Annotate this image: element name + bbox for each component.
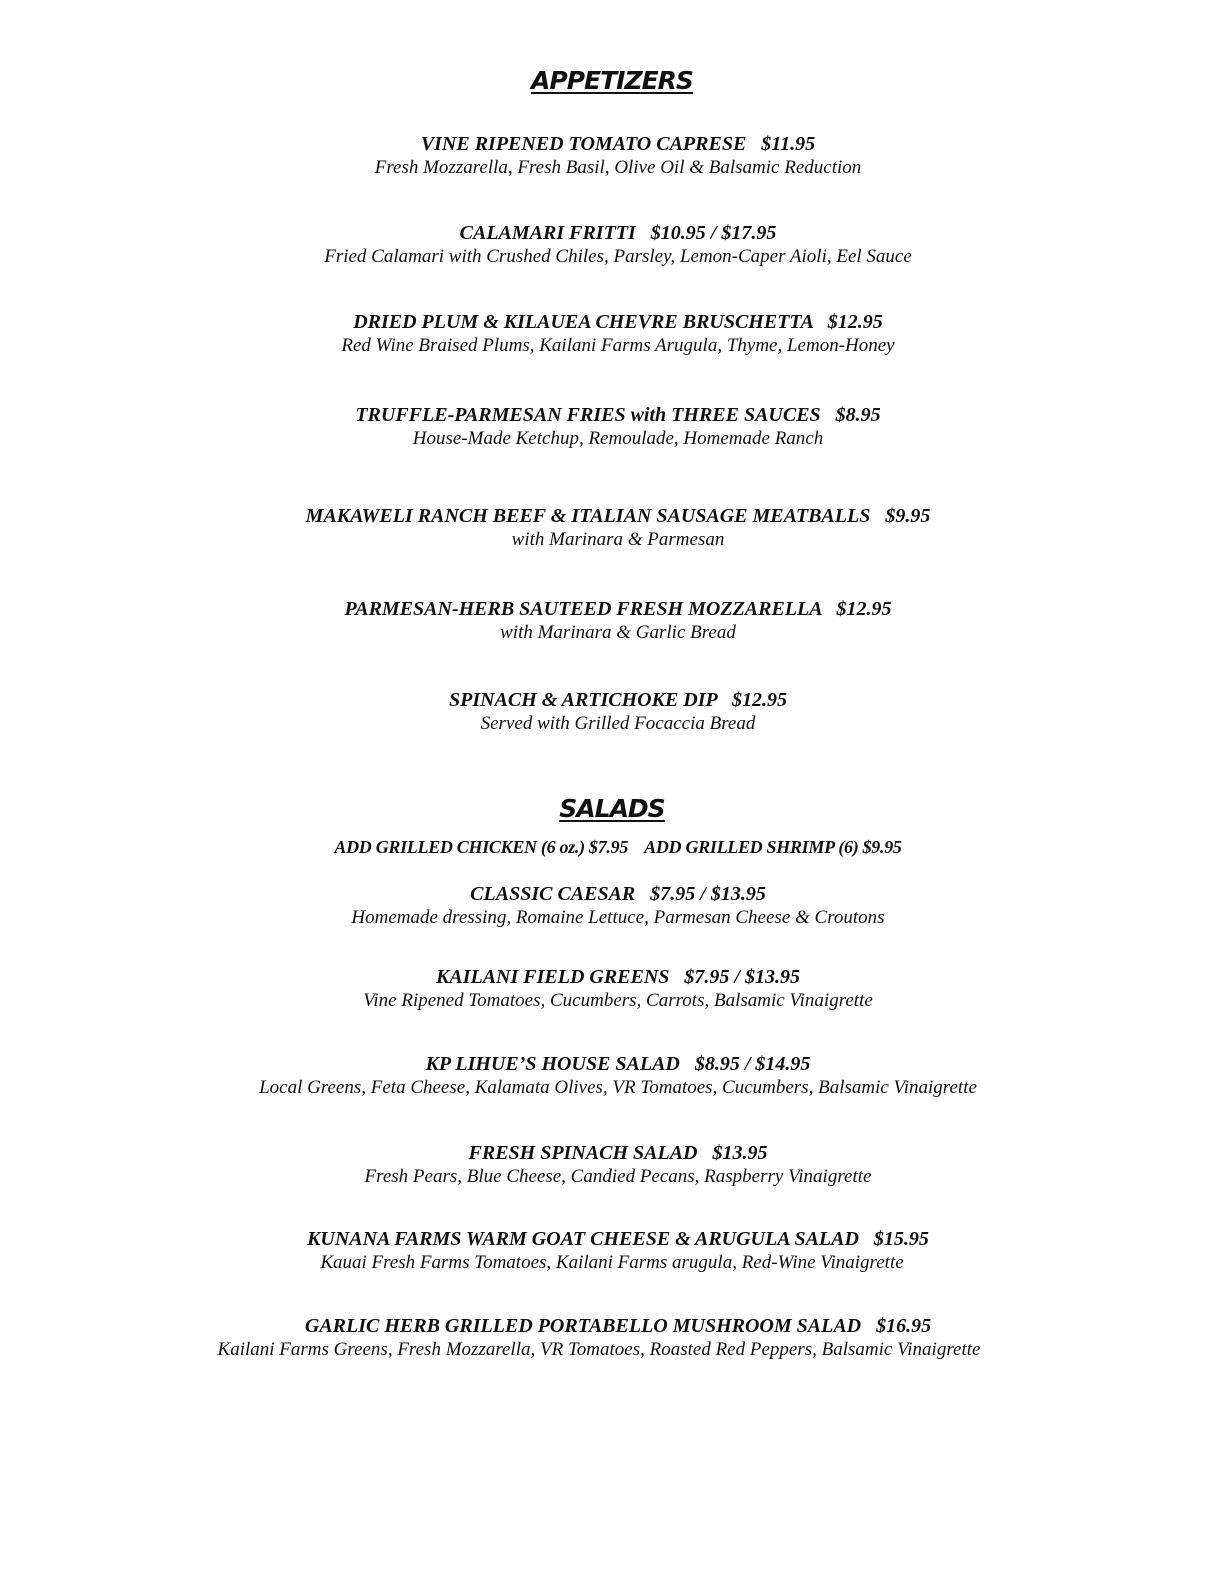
item-name: KUNANA FARMS WARM GOAT CHEESE & ARUGULA SALAD $15.95 bbox=[307, 1228, 929, 1250]
item-name: GARLIC HERB GRILLED PORTABELLO MUSHROOM SALAD $16.95 bbox=[304, 1315, 932, 1337]
appetizers-heading: APPETIZERS bbox=[531, 66, 693, 95]
item-name: DRIED PLUM & KILAUEA CHEVRE BRUSCHETTA $12.95 bbox=[353, 311, 883, 333]
item-description: Fried Calamari with Crushed Chiles, Parsley, Lemon-Caper Aioli, Eel Sauce bbox=[324, 246, 912, 267]
item-name: SPINACH & ARTICHOKE DIP $12.95 bbox=[448, 689, 788, 711]
item-name: MAKAWELI RANCH BEEF & ITALIAN SAUSAGE MEATBALLS $9.95 bbox=[305, 505, 931, 527]
menu-item bbox=[6, 965, 1224, 1013]
menu-item bbox=[6, 403, 1224, 451]
item-description: Fresh Pears, Blue Cheese, Candied Pecans, Raspberry Vinaigrette bbox=[364, 1166, 872, 1187]
item-name: KAILANI FIELD GREENS $7.95 / $13.95 bbox=[436, 966, 800, 988]
item-description: Kailani Farms Greens, Fresh Mozzarella, VR Tomatoes, Roasted Red Peppers, Balsamic Vinaigrette bbox=[217, 1339, 981, 1360]
item-description: Fresh Mozzarella, Fresh Basil, Olive Oil & Balsamic Reduction bbox=[374, 157, 862, 178]
item-name: TRUFFLE-PARMESAN FRIES with THREE SAUCES $8.95 bbox=[355, 404, 881, 426]
menu-item bbox=[6, 882, 1224, 930]
item-name: FRESH SPINACH SALAD $13.95 bbox=[468, 1142, 768, 1164]
item-name: CLASSIC CAESAR $7.95 / $13.95 bbox=[470, 883, 766, 905]
item-description: Vine Ripened Tomatoes, Cucumbers, Carrots, Balsamic Vinaigrette bbox=[363, 990, 873, 1011]
menu-item bbox=[6, 1141, 1224, 1189]
item-description: Homemade dressing, Romaine Lettuce, Parmesan Cheese & Croutons bbox=[351, 907, 885, 928]
menu-item bbox=[6, 132, 1224, 180]
item-name: VINE RIPENED TOMATO CAPRESE $11.95 bbox=[420, 133, 816, 155]
item-description: Kauai Fresh Farms Tomatoes, Kailani Farms arugula, Red-Wine Vinaigrette bbox=[320, 1252, 904, 1273]
item-description: with Marinara & Garlic Bread bbox=[500, 622, 736, 643]
menu-item bbox=[6, 1052, 1224, 1100]
item-description: Local Greens, Feta Cheese, Kalamata Olives, VR Tomatoes, Cucumbers, Balsamic Vinaigrette bbox=[259, 1077, 977, 1098]
item-name: KP LIHUE’S HOUSE SALAD $8.95 / $14.95 bbox=[425, 1053, 811, 1075]
menu-item bbox=[6, 310, 1224, 358]
menu-item bbox=[6, 597, 1224, 645]
menu-item bbox=[6, 688, 1224, 736]
item-name: CALAMARI FRITTI $10.95 / $17.95 bbox=[459, 222, 777, 244]
item-description: Red Wine Braised Plums, Kailani Farms Arugula, Thyme, Lemon-Honey bbox=[341, 335, 895, 356]
item-name: PARMESAN-HERB SAUTEED FRESH MOZZARELLA $12.95 bbox=[344, 598, 892, 620]
salads-heading: SALADS bbox=[559, 794, 665, 823]
item-description: Served with Grilled Focaccia Bread bbox=[480, 713, 756, 734]
menu-item bbox=[0, 1227, 1224, 1275]
menu-item bbox=[6, 221, 1224, 269]
menu-item bbox=[6, 504, 1224, 552]
item-description: House-Made Ketchup, Remoulade, Homemade Ranch bbox=[412, 428, 824, 449]
item-description: with Marinara & Parmesan bbox=[511, 529, 725, 550]
salad-addons: ADD GRILLED CHICKEN (6 oz.) $7.95 ADD GRILLED SHRIMP (6) $9.95 bbox=[334, 837, 902, 857]
menu-item bbox=[0, 1314, 1224, 1362]
